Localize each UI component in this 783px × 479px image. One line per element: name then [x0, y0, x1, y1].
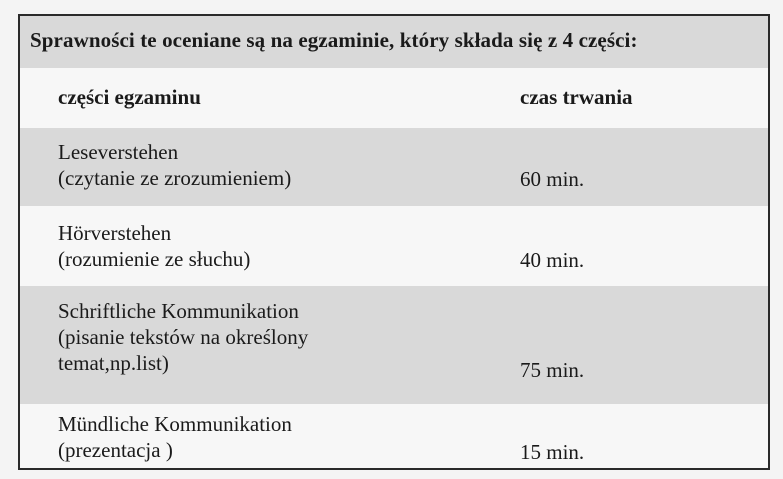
table-header-row [20, 68, 768, 128]
exam-part-name-line: Hörverstehen [58, 221, 172, 245]
exam-part-name [58, 298, 308, 376]
column-header-duration: czas trwania [520, 85, 633, 109]
exam-part-duration: 15 min. [520, 440, 585, 464]
exam-part-name-line: Leseverstehen [58, 140, 179, 164]
exam-part-name-line: Mündliche Kommunikation [58, 412, 292, 436]
exam-part-description: (prezentacja ) [58, 438, 173, 462]
column-header-part: części egzaminu [58, 85, 201, 109]
table-title: Sprawności te oceniane są na egzaminie, który składa się z 4 części: [30, 28, 638, 52]
exam-part-name [58, 411, 292, 463]
exam-part-description: (rozumienie ze słuchu) [58, 247, 251, 271]
exam-part-duration: 60 min. [520, 167, 585, 191]
exam-part-name-line: Schriftliche Kommunikation [58, 299, 299, 323]
exam-part-duration: 40 min. [520, 248, 585, 272]
exam-part-duration: 75 min. [520, 358, 585, 382]
table-row [20, 404, 768, 470]
table-row [20, 206, 768, 286]
exam-table [18, 14, 770, 470]
exam-part-description: (czytanie ze zrozumieniem) [58, 166, 292, 190]
exam-part-name [58, 220, 250, 272]
exam-part-description: (pisanie tekstów na określony [58, 325, 309, 349]
exam-part-name [58, 139, 291, 191]
table-title-row [20, 16, 768, 68]
table-row [20, 286, 768, 404]
table-row [20, 128, 768, 206]
exam-part-description-cont: temat,np.list) [58, 351, 169, 375]
